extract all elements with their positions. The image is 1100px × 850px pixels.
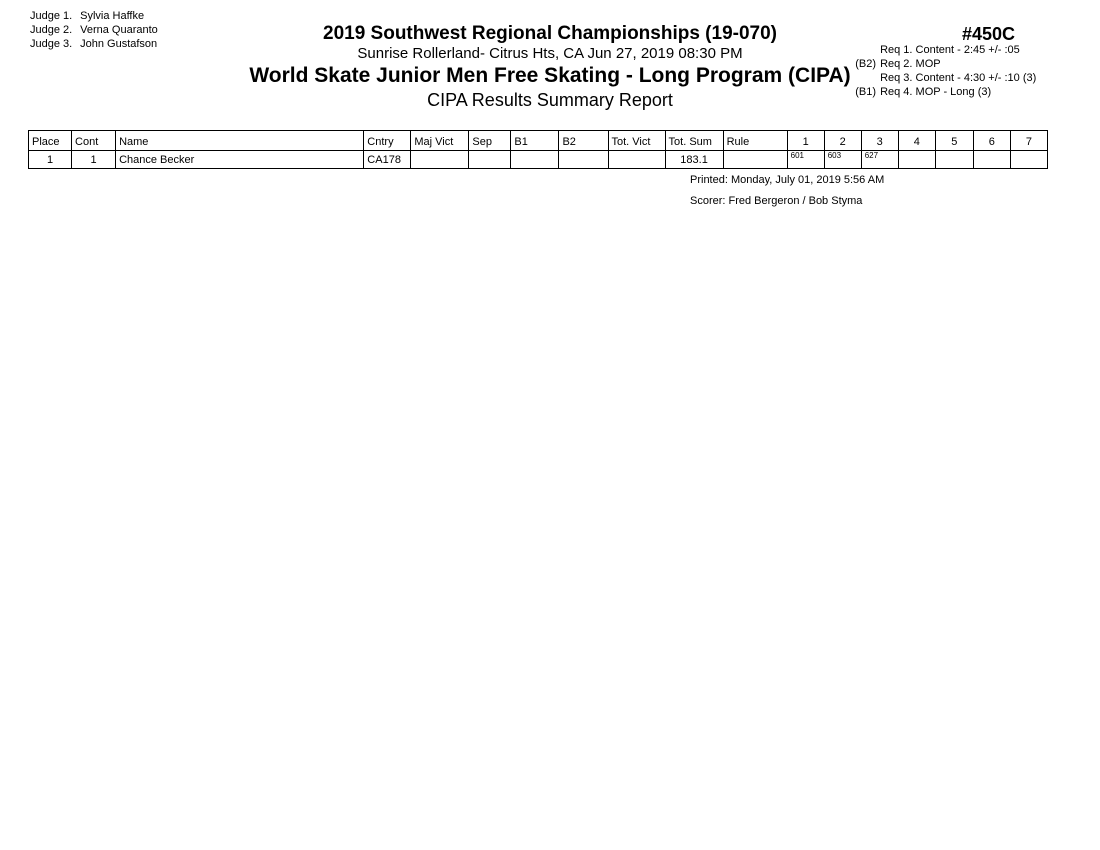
venue-date-line: Sunrise Rollerland- Citrus Hts, CA Jun 27, 2019 08:30 PM xyxy=(357,45,743,62)
column-header-judge-7: 7 xyxy=(1010,131,1047,151)
cell-judge-1-score: 601 xyxy=(787,151,824,169)
column-header-sep: Sep xyxy=(469,131,511,151)
requirement-line xyxy=(846,85,1036,99)
event-name: World Skate Junior Men Free Skating - Long Program (CIPA) xyxy=(249,64,851,87)
printed-timestamp: Printed: Monday, July 01, 2019 5:56 AM xyxy=(690,174,885,186)
judge-number: 2. xyxy=(63,24,73,36)
cell-cont: 1 xyxy=(72,151,116,169)
cell-judge-4-score xyxy=(898,151,935,169)
column-header-rule: Rule xyxy=(723,131,787,151)
judge-name: Sylvia Haffke xyxy=(80,10,145,22)
judge-line xyxy=(30,23,158,37)
cell-judge-7-score xyxy=(1010,151,1047,169)
judge-name: Verna Quaranto xyxy=(80,24,158,36)
judge-label: Judge xyxy=(30,24,60,36)
judge-line xyxy=(30,9,158,23)
event-number: #450C xyxy=(962,24,1016,44)
column-header-b1: B1 xyxy=(511,131,559,151)
column-header-judge-1: 1 xyxy=(787,131,824,151)
cell-name: Chance Becker xyxy=(116,151,364,169)
judge-label: Judge xyxy=(30,10,60,22)
report-title: CIPA Results Summary Report xyxy=(427,90,673,110)
cell-place: 1 xyxy=(29,151,72,169)
cell-b1 xyxy=(511,151,559,169)
column-header-judge-3: 3 xyxy=(861,131,898,151)
cell-judge-2-score: 603 xyxy=(824,151,861,169)
cell-tot-sum: 183.1 xyxy=(665,151,723,169)
judge-name: John Gustafson xyxy=(80,38,158,50)
requirement-text: Req 3. Content - 4:30 +/- :10 (3) xyxy=(880,72,1037,84)
requirement-text: Req 4. MOP - Long (3) xyxy=(880,86,992,98)
requirement-line xyxy=(846,71,1036,85)
judge-label: Judge xyxy=(30,38,60,50)
cell-sep xyxy=(469,151,511,169)
requirements-list xyxy=(846,43,1036,99)
column-header-judge-5: 5 xyxy=(935,131,973,151)
requirement-text: Req 2. MOP xyxy=(880,58,941,70)
cell-judge-6-score xyxy=(973,151,1010,169)
column-header-name: Name xyxy=(116,131,364,151)
requirement-line xyxy=(846,57,1036,71)
cell-tot-vict xyxy=(608,151,665,169)
column-header-judge-2: 2 xyxy=(824,131,861,151)
cell-rule xyxy=(723,151,787,169)
column-header-judge-6: 6 xyxy=(973,131,1010,151)
cell-judge-5-score xyxy=(935,151,973,169)
cell-cntry: CA178 xyxy=(364,151,411,169)
cell-judge-3-score: 627 xyxy=(861,151,898,169)
table-header-row xyxy=(29,131,1048,151)
judges-list xyxy=(30,9,158,51)
column-header-cont: Cont xyxy=(72,131,116,151)
column-header-b2: B2 xyxy=(559,131,608,151)
requirement-bracket: (B1) xyxy=(855,86,876,98)
scorer-line: Scorer: Fred Bergeron / Bob Styma xyxy=(690,195,863,207)
requirement-text: Req 1. Content - 2:45 +/- :05 xyxy=(880,44,1020,56)
column-header-place: Place xyxy=(29,131,72,151)
judge-number: 1. xyxy=(63,10,73,22)
column-header-judge-4: 4 xyxy=(898,131,935,151)
column-header-tot-vict: Tot. Vict xyxy=(608,131,665,151)
column-header-cntry: Cntry xyxy=(364,131,411,151)
cell-maj-vict xyxy=(411,151,469,169)
column-header-tot-sum: Tot. Sum xyxy=(665,131,723,151)
competition-title: 2019 Southwest Regional Championships (19-070) xyxy=(323,23,777,44)
table-row xyxy=(29,151,1048,169)
requirement-line xyxy=(846,43,1036,57)
requirement-bracket: (B2) xyxy=(855,58,876,70)
results-table xyxy=(28,130,1048,169)
column-header-maj-vict: Maj Vict xyxy=(411,131,469,151)
cell-b2 xyxy=(559,151,608,169)
judge-number: 3. xyxy=(63,38,73,50)
judge-line xyxy=(30,37,158,51)
